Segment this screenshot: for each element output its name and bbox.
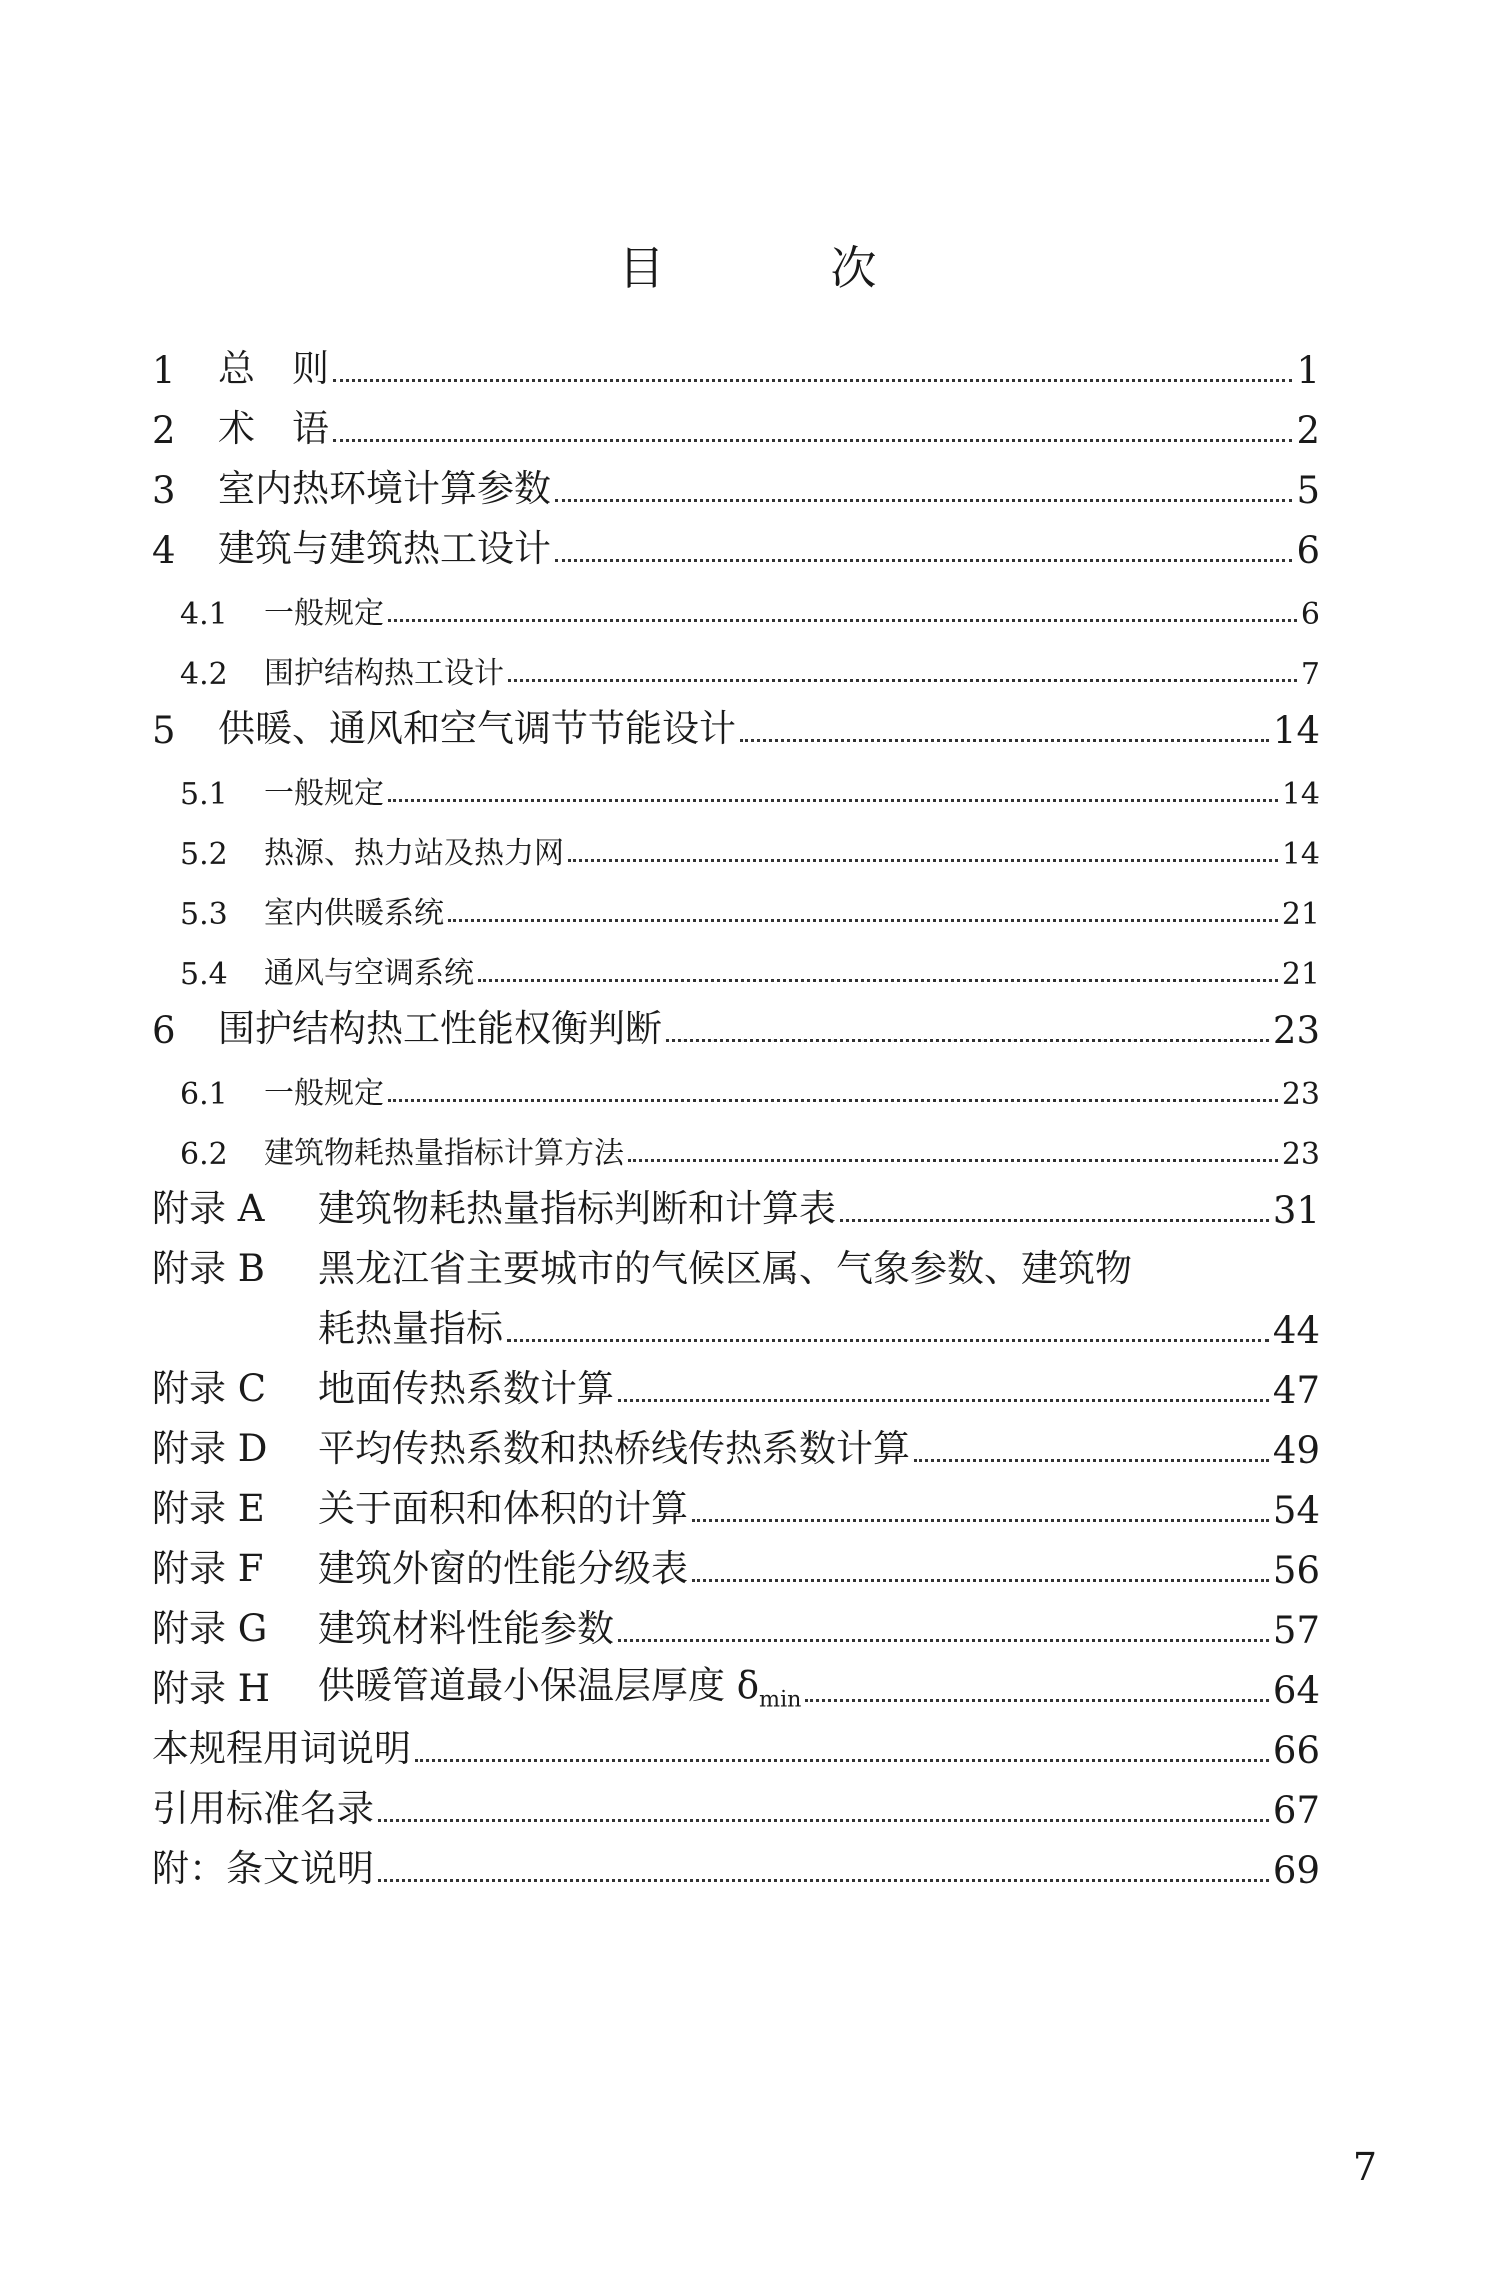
- toc-entry-page: 7: [1300, 657, 1320, 692]
- toc-entry-label: [218, 998, 662, 1052]
- toc-dot-leader: [568, 859, 1278, 862]
- toc-entry-label: [264, 1128, 624, 1172]
- toc-entry: [152, 1532, 1320, 1592]
- toc-dot-leader: [555, 559, 1292, 562]
- toc-entry-number: 6: [152, 1009, 176, 1052]
- toc-entry-page: 21: [1281, 897, 1320, 932]
- toc-dot-leader: [388, 619, 1297, 622]
- toc-dot-leader: [618, 1639, 1269, 1642]
- toc-entry: [152, 1652, 1320, 1712]
- toc-entry-number: 附录 A: [152, 1187, 265, 1230]
- toc-entry-label-text: 建筑物耗热量指标判断和计算表: [318, 1187, 836, 1230]
- toc-entry-page: 14: [1281, 777, 1320, 812]
- toc-entry-label-text: 建筑材料性能参数: [318, 1607, 614, 1650]
- toc-entry-label: [264, 588, 384, 632]
- toc-entry-number: 5: [152, 709, 176, 752]
- toc-entry: [152, 1172, 1320, 1232]
- toc-entry-label: [264, 1068, 384, 1112]
- toc-entry: [152, 1772, 1320, 1832]
- toc-entry: [152, 1112, 1320, 1172]
- toc-entry: [152, 1592, 1320, 1652]
- toc-entry-label: [152, 1718, 411, 1772]
- toc-entry-page: 21: [1281, 957, 1320, 992]
- toc-dot-leader: [692, 1519, 1269, 1522]
- toc-entry-page: 64: [1272, 1669, 1320, 1712]
- toc-entry-label: [218, 458, 551, 512]
- toc-entry-label: [318, 1655, 801, 1712]
- toc-dot-leader: [388, 1099, 1278, 1102]
- toc-entry: [152, 1412, 1320, 1472]
- toc-entry-label: [218, 338, 329, 392]
- toc-entry-page: 6: [1300, 597, 1320, 632]
- toc-entry-page: 69: [1272, 1849, 1320, 1892]
- toc-entry-label: [218, 518, 551, 572]
- toc-entry-label-text: 室内热环境计算参数: [218, 467, 551, 510]
- toc-entry: [152, 332, 1320, 392]
- toc-entry: [152, 812, 1320, 872]
- table-of-contents: [152, 332, 1320, 1892]
- toc-entry-label: [264, 648, 504, 692]
- toc-entry: [152, 512, 1320, 572]
- toc-entry-page: 5: [1296, 469, 1320, 512]
- toc-entry-number: 附录 E: [152, 1487, 265, 1530]
- toc-entry-number: 附录 F: [152, 1547, 264, 1590]
- toc-entry-label: [318, 1238, 1132, 1292]
- toc-dot-leader: [378, 1819, 1269, 1822]
- toc-entry-number: 附录 H: [152, 1667, 271, 1710]
- toc-entry-label: [264, 948, 474, 992]
- toc-entry-label: [318, 1418, 910, 1472]
- toc-entry-label-text: 平均传热系数和热桥线传热系数计算: [318, 1427, 910, 1470]
- toc-entry-label: [264, 768, 384, 812]
- toc-entry-label: [218, 398, 329, 452]
- toc-entry-page: 6: [1296, 529, 1320, 572]
- toc-entry: [152, 1052, 1320, 1112]
- toc-dot-leader: [628, 1159, 1278, 1162]
- toc-entry-page: 23: [1281, 1077, 1320, 1112]
- toc-dot-leader: [478, 979, 1278, 982]
- toc-entry-label-text: 建筑与建筑热工设计: [218, 527, 551, 570]
- toc-dot-leader: [507, 1339, 1269, 1342]
- toc-entry-label: [318, 1538, 688, 1592]
- page-number: 7: [1352, 2145, 1377, 2189]
- toc-entry-label-text: 建筑外窗的性能分级表: [318, 1547, 688, 1590]
- toc-entry-label-subscript: min: [759, 1686, 802, 1712]
- toc-entry-label: [318, 1598, 614, 1652]
- toc-entry-number: 附录 D: [152, 1427, 268, 1470]
- toc-entry-number: 附录 G: [152, 1607, 268, 1650]
- toc-entry-label: [318, 1478, 688, 1532]
- toc-dot-leader: [333, 379, 1292, 382]
- toc-dot-leader: [388, 799, 1278, 802]
- toc-entry-number: 4.1: [180, 597, 228, 632]
- toc-entry-number: 5.4: [180, 957, 228, 992]
- toc-entry-number: 6.2: [180, 1137, 228, 1172]
- toc-entry-label-text: 黑龙江省主要城市的气候区属、气象参数、建筑物: [318, 1247, 1132, 1290]
- toc-entry-label: [264, 828, 564, 872]
- toc-entry-number: 附录 B: [152, 1247, 265, 1290]
- toc-entry-label-text: 围护结构热工性能权衡判断: [218, 1007, 662, 1050]
- toc-dot-leader: [415, 1759, 1269, 1762]
- toc-entry-page: 2: [1296, 409, 1320, 452]
- toc-entry-page: 66: [1272, 1729, 1320, 1772]
- toc-entry: [152, 392, 1320, 452]
- toc-entry-page: 56: [1272, 1549, 1320, 1592]
- toc-entry-label-text: 围护结构热工设计: [264, 656, 504, 691]
- toc-dot-leader: [508, 679, 1297, 682]
- toc-entry-label-text: 术 语: [218, 407, 329, 450]
- toc-entry-number: 4: [152, 529, 176, 572]
- toc-entry-label: [264, 888, 444, 932]
- toc-entry-label-text: 供暖管道最小保温层厚度 δ: [318, 1663, 760, 1707]
- toc-dot-leader: [555, 499, 1292, 502]
- toc-entry-label-text: 引用标准名录: [152, 1787, 374, 1830]
- toc-dot-leader: [805, 1699, 1268, 1702]
- toc-entry-label-text: 一般规定: [264, 596, 384, 631]
- toc-dot-leader: [840, 1219, 1269, 1222]
- toc-entry-label: [152, 1838, 374, 1892]
- toc-dot-leader: [914, 1459, 1269, 1462]
- toc-entry-label: [318, 1178, 836, 1232]
- toc-entry-number: 1: [152, 349, 176, 392]
- page-title: 目 次: [618, 241, 937, 295]
- toc-entry: [152, 632, 1320, 692]
- toc-entry-page: 23: [1272, 1009, 1320, 1052]
- toc-entry-page: 67: [1272, 1789, 1320, 1832]
- toc-entry-label-text: 耗热量指标: [318, 1307, 503, 1350]
- toc-entry-page: 47: [1272, 1369, 1320, 1412]
- toc-entry: [152, 1232, 1320, 1292]
- toc-entry-page: 1: [1296, 349, 1320, 392]
- toc-entry-label: [152, 1778, 374, 1832]
- toc-entry-label-text: 热源、热力站及热力网: [264, 836, 564, 871]
- toc-entry: [152, 1352, 1320, 1412]
- toc-entry: [152, 992, 1320, 1052]
- toc-entry: [152, 452, 1320, 512]
- toc-entry: [152, 572, 1320, 632]
- toc-entry-label-text: 本规程用词说明: [152, 1727, 411, 1770]
- toc-dot-leader: [448, 919, 1278, 922]
- toc-entry-page: 54: [1272, 1489, 1320, 1532]
- toc-entry-page: 14: [1272, 709, 1320, 752]
- toc-entry: [152, 1832, 1320, 1892]
- toc-entry-label-text: 供暖、通风和空气调节节能设计: [218, 707, 736, 750]
- toc-entry-label-text: 通风与空调系统: [264, 956, 474, 991]
- toc-entry: [152, 752, 1320, 812]
- toc-entry: [152, 872, 1320, 932]
- toc-entry: [152, 692, 1320, 752]
- toc-entry-page: 49: [1272, 1429, 1320, 1472]
- toc-dot-leader: [666, 1039, 1269, 1042]
- toc-entry-number: 附录 C: [152, 1367, 267, 1410]
- toc-entry-number: 6.1: [180, 1077, 228, 1112]
- toc-entry-label-text: 地面传热系数计算: [318, 1367, 614, 1410]
- toc-entry-label-text: 关于面积和体积的计算: [318, 1487, 688, 1530]
- toc-entry-page: 14: [1281, 837, 1320, 872]
- toc-entry-number: 3: [152, 469, 176, 512]
- toc-entry-number: 5.2: [180, 837, 228, 872]
- toc-entry-page: 23: [1281, 1137, 1320, 1172]
- toc-entry-label-text: 附：条文说明: [152, 1847, 374, 1890]
- toc-entry-number: 2: [152, 409, 176, 452]
- toc-entry-number: 5.1: [180, 777, 228, 812]
- toc-dot-leader: [333, 439, 1292, 442]
- toc-entry: [152, 1292, 1320, 1352]
- toc-entry-number: 5.3: [180, 897, 228, 932]
- toc-entry-label-text: 室内供暖系统: [264, 896, 444, 931]
- toc-entry-label-text: 一般规定: [264, 1076, 384, 1111]
- toc-entry-label-text: 建筑物耗热量指标计算方法: [264, 1136, 624, 1171]
- toc-entry-page: 57: [1272, 1609, 1320, 1652]
- toc-entry-page: 44: [1272, 1309, 1320, 1352]
- toc-entry-label: [318, 1358, 614, 1412]
- toc-dot-leader: [618, 1399, 1269, 1402]
- toc-entry-page: 31: [1272, 1189, 1320, 1232]
- toc-entry: [152, 932, 1320, 992]
- toc-entry-label: [218, 698, 736, 752]
- toc-entry: [152, 1472, 1320, 1532]
- toc-entry-number: 4.2: [180, 657, 228, 692]
- toc-dot-leader: [378, 1879, 1269, 1882]
- toc-entry-label-text: 总 则: [218, 347, 329, 390]
- toc-entry-label: [318, 1298, 503, 1352]
- toc-dot-leader: [692, 1579, 1269, 1582]
- toc-entry: [152, 1712, 1320, 1772]
- toc-entry-label-text: 一般规定: [264, 776, 384, 811]
- toc-dot-leader: [740, 739, 1269, 742]
